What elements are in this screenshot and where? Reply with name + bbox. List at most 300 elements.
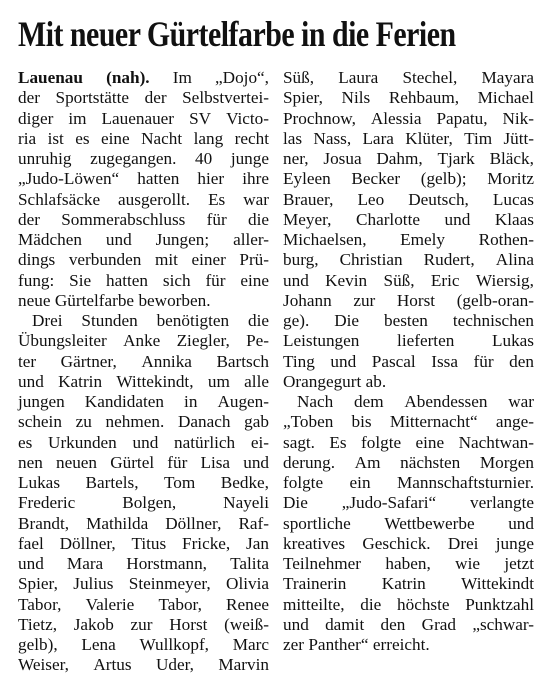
text-line (283, 635, 534, 655)
text-line (18, 271, 269, 291)
text-line (18, 190, 269, 210)
text-line (283, 554, 534, 574)
text-line (18, 149, 269, 169)
word: Christian (339, 250, 403, 270)
word: (gelb-oran- (456, 290, 534, 310)
word: Geschick. (362, 533, 431, 553)
word: erreicht. (372, 635, 430, 654)
word: der (18, 209, 40, 229)
text-line (18, 331, 269, 351)
word: Punktzahl (465, 594, 534, 614)
text-line (18, 311, 269, 331)
word: und (283, 270, 309, 290)
word: nen (18, 452, 43, 472)
word: Stunden (81, 311, 138, 330)
word: die (247, 209, 269, 229)
text-line (18, 291, 269, 311)
word: Nachtwan- (458, 432, 534, 452)
word: Mathilda (86, 513, 149, 533)
text-line (283, 514, 534, 534)
text-line (283, 169, 534, 189)
word: Brauer, (283, 189, 334, 209)
text-line (18, 169, 269, 189)
word: Bedke, (220, 473, 269, 492)
dateline-word: Lauenau (18, 68, 83, 87)
word: sich (162, 270, 191, 290)
word: Josua (323, 149, 362, 168)
word: Weiser, (18, 655, 69, 675)
word: und (330, 351, 357, 371)
word: den (380, 614, 406, 634)
word: Michael (477, 88, 534, 108)
word: Papatu, (436, 108, 488, 128)
word: zur (130, 614, 153, 634)
word: Lukas (491, 331, 534, 351)
word: für (205, 270, 226, 290)
column-left (18, 68, 269, 676)
word: für (206, 209, 227, 229)
text-line (18, 473, 269, 493)
word: Es (208, 189, 226, 209)
word: Süß, (383, 270, 415, 290)
word: Stechel, (402, 68, 458, 87)
word: ter (18, 351, 37, 371)
word: Teilnehmer (283, 554, 362, 573)
word: jetzt (504, 554, 534, 573)
word: sagt. (283, 432, 315, 452)
text-line (18, 514, 269, 534)
word: und (18, 554, 44, 573)
word: haben, (385, 554, 431, 573)
article-body (18, 68, 534, 676)
word: und (508, 513, 534, 533)
word: gelb), (18, 635, 58, 654)
word: Titus (131, 533, 167, 553)
word: Gürtel (110, 452, 155, 472)
text-line (283, 412, 534, 432)
word: Renee (226, 594, 269, 614)
word: Becker (351, 169, 401, 189)
word: ihre (242, 169, 269, 189)
word: Gärtner, (60, 351, 117, 371)
word: zugegangen. (90, 149, 177, 168)
word: und (283, 614, 309, 634)
word: ausgerollt. (118, 189, 191, 209)
word: junge (495, 533, 534, 553)
word: junge (230, 149, 269, 168)
text-line (18, 68, 269, 88)
word: Lara (362, 128, 394, 148)
word: Morgen (479, 452, 534, 472)
word: Lena (81, 635, 116, 654)
dateline-word: (nah). (106, 68, 150, 87)
word: neue (18, 290, 51, 310)
text-line (283, 129, 534, 149)
word: hatten (137, 169, 180, 189)
word: für (167, 452, 188, 472)
text-line (18, 574, 269, 594)
word: Olivia (226, 574, 269, 594)
word: Spier, (18, 574, 58, 594)
word: Nacht (141, 128, 183, 148)
word: Frederic (18, 493, 76, 513)
word: Pascal (371, 351, 416, 371)
text-line (283, 109, 534, 129)
word: Artus (93, 655, 132, 675)
text-line (283, 574, 534, 594)
word: recht (234, 128, 269, 148)
word: „Dojo“, (215, 68, 269, 87)
text-line (283, 230, 534, 250)
word: neuen (55, 452, 98, 472)
word: Es (329, 432, 347, 452)
word: „Toben (283, 412, 334, 432)
word: einer (191, 250, 226, 270)
word: Michaelsen, (283, 230, 367, 249)
word: eine (101, 128, 130, 148)
text-line (283, 392, 534, 412)
word: Sommerabschluss (61, 209, 186, 229)
word: Mara (66, 554, 104, 573)
word: Leistungen (283, 331, 360, 351)
word: Augen- (217, 392, 269, 411)
word: Charlotte (356, 209, 420, 229)
word: kreatives (283, 533, 346, 553)
word: in (184, 392, 198, 411)
word: Fricke, (182, 533, 231, 553)
word: es (18, 432, 33, 452)
word: Rehbaum, (388, 88, 459, 108)
word: lieferten (397, 331, 455, 351)
word: 40 (195, 149, 213, 168)
word: Ziegler, (176, 331, 230, 351)
word: unruhig (18, 149, 72, 168)
word: SV (189, 108, 212, 128)
word: Lauenauer (101, 108, 175, 128)
word: mitteilte, (283, 594, 345, 614)
word: Drei (32, 311, 63, 330)
text-line (18, 210, 269, 230)
word: Bartsch (216, 351, 269, 371)
word: zur (353, 290, 376, 310)
word: Wettbewerbe (384, 513, 475, 533)
text-line (18, 412, 269, 432)
word: Wullkopf, (139, 635, 209, 654)
text-line (283, 372, 534, 392)
text-line (18, 129, 269, 149)
word: (weiß- (224, 614, 269, 634)
text-line (283, 493, 534, 513)
word: Die (283, 493, 308, 513)
word: Drei (447, 533, 479, 553)
word: Johann (283, 290, 332, 310)
text-line (283, 149, 534, 169)
word: ange- (495, 412, 534, 432)
word: Eric (430, 270, 460, 290)
text-line (18, 88, 269, 108)
word: um (207, 371, 230, 391)
word: und (243, 452, 269, 472)
word: Jungen; (155, 230, 210, 249)
word: ist (47, 128, 64, 148)
word: verbunden (68, 250, 142, 270)
text-line (283, 473, 534, 493)
word: Leo (357, 189, 385, 209)
word: Schlafsäcke (18, 189, 101, 209)
word: ner, (283, 149, 309, 168)
word: Die (334, 311, 360, 330)
word: Brandt, (18, 513, 70, 533)
word: „Judo-Safari“ (341, 493, 437, 513)
word: alle (244, 371, 269, 391)
text-line (283, 68, 534, 88)
word: aller- (233, 230, 269, 249)
text-line (18, 453, 269, 473)
word: und (444, 209, 471, 229)
word: zer (283, 635, 304, 654)
text-line (283, 534, 534, 554)
word: Rothen- (478, 230, 534, 249)
word: folgte (283, 473, 324, 492)
word: Victo- (226, 108, 269, 128)
word: Bolgen, (122, 493, 177, 513)
word: Deutsch, (408, 189, 469, 209)
word: Jütt- (503, 128, 534, 148)
word: Tom (164, 473, 196, 492)
word: Sportstätte (55, 88, 130, 108)
word: Anke (123, 331, 161, 351)
word: zu (75, 412, 92, 432)
text-line (283, 311, 534, 331)
word: Wittekindt (461, 574, 534, 594)
word: Danach (177, 412, 231, 432)
word: die (360, 594, 382, 614)
word: Katrin (58, 371, 103, 391)
text-line (283, 88, 534, 108)
word: schein (18, 412, 62, 432)
word: Kevin (325, 270, 368, 290)
word: mit (154, 250, 178, 270)
word: hatten (106, 270, 148, 290)
word: Horst (396, 290, 436, 310)
word: damit (325, 614, 365, 634)
word: las (283, 128, 303, 148)
word: der (144, 88, 167, 108)
word: Ting (283, 351, 315, 371)
text-line (18, 352, 269, 372)
word: ein (349, 473, 371, 492)
word: Gürtelfarbe (54, 290, 135, 310)
word: Dahm, (376, 149, 423, 168)
word: nächsten (400, 452, 461, 472)
word: benötigten (156, 311, 230, 330)
word: Kandidaten (84, 392, 165, 411)
word: Steinmeyer, (128, 574, 211, 594)
word: höchste (397, 594, 450, 614)
word: besten (383, 311, 428, 330)
word: ge). (283, 311, 310, 330)
word: technischen (452, 311, 534, 330)
word: Emely (400, 230, 446, 249)
word: Klaas (494, 209, 534, 229)
text-line (18, 433, 269, 453)
text-line (283, 210, 534, 230)
word: nehmen. (105, 412, 165, 432)
word: Katrin (381, 574, 426, 594)
word: folgte (361, 432, 402, 452)
text-line (18, 230, 269, 250)
word: Tjark (437, 149, 475, 168)
word: ei- (250, 432, 269, 452)
text-line (283, 433, 534, 453)
word: Prü- (239, 250, 269, 270)
word: Übungsleiter (18, 331, 107, 351)
word: ria (18, 128, 37, 148)
word: und (132, 432, 159, 452)
word: Orangegurt (283, 371, 362, 391)
word: lang (193, 128, 224, 148)
text-line (18, 109, 269, 129)
word: Döllner, (165, 513, 222, 533)
word: Klüter, (405, 128, 453, 148)
word: diger (18, 108, 54, 128)
word: für (473, 351, 494, 371)
word: Jakob (73, 614, 114, 634)
word: hier (197, 169, 225, 189)
word: Selbstvertei- (182, 88, 269, 108)
text-line (18, 595, 269, 615)
word: Annika (141, 351, 192, 371)
word: Nass, (313, 128, 352, 148)
word: fung: (18, 270, 55, 290)
word: wie (455, 554, 480, 573)
word: Grad (421, 614, 457, 634)
word: Tabor, (158, 594, 202, 614)
text-line (283, 250, 534, 270)
word: beworben. (138, 290, 211, 310)
word: Panther“ (308, 635, 369, 654)
word: dem (354, 392, 384, 411)
word: und (105, 230, 132, 249)
word: Marvin (218, 655, 269, 675)
word: Eyleen (283, 169, 331, 189)
word: Urkunden (48, 432, 117, 452)
word: Tim (464, 128, 493, 148)
word: Meyer, (283, 209, 332, 229)
column-right (283, 68, 534, 676)
word: Lisa (200, 452, 231, 472)
word: „schwar- (472, 614, 534, 634)
word: Valerie (85, 594, 135, 614)
word: Mayara (481, 68, 534, 87)
word: eine (415, 432, 445, 452)
text-line (283, 352, 534, 372)
word: Sie (69, 270, 92, 290)
word: Wiersig, (475, 270, 534, 290)
word: jungen (18, 392, 65, 411)
word: burg, (283, 250, 319, 270)
text-line (283, 331, 534, 351)
word: Julius (73, 574, 114, 594)
word: Lukas (18, 473, 61, 492)
word: Rudert, (423, 250, 475, 270)
word: eine (240, 270, 269, 290)
word: Laura (338, 68, 379, 87)
word: Abendessen (404, 392, 488, 411)
word: Raf- (238, 513, 269, 533)
text-line (18, 250, 269, 270)
word: Süß, (283, 68, 315, 87)
word: Wittekindt, (116, 371, 194, 391)
word: den (509, 351, 534, 371)
word: Mannschaftsturnier. (397, 473, 534, 492)
word: es (75, 128, 90, 148)
word: fael (18, 533, 44, 553)
word: und (18, 371, 44, 391)
word: sportliche (283, 513, 351, 533)
word: Nayeli (223, 493, 269, 513)
word: Tietz, (18, 614, 57, 634)
word: natürlich (174, 432, 236, 452)
text-line (18, 655, 269, 675)
word: Marc (232, 635, 269, 654)
word: Im (172, 68, 192, 87)
word: Lucas (492, 189, 534, 209)
word: Spier, (283, 88, 323, 108)
word: Nik- (502, 108, 534, 128)
word: Talita (230, 554, 269, 573)
word: Mädchen (18, 230, 82, 249)
word: Nach (297, 392, 334, 411)
word: Moritz (487, 169, 534, 189)
word: Döllner, (59, 533, 116, 553)
word: gab (244, 412, 269, 432)
word: Tabor, (18, 594, 62, 614)
text-line (283, 615, 534, 635)
text-line (18, 554, 269, 574)
word: bis (351, 412, 372, 432)
text-line (18, 392, 269, 412)
word: Jan (246, 533, 269, 553)
headline: Mit neuer Gürtelfarbe in die Ferien (18, 14, 456, 54)
word: Alina (495, 250, 534, 270)
word: Horstmann, (126, 554, 207, 573)
word: Uder, (155, 655, 194, 675)
word: Pe- (246, 331, 269, 351)
text-line (283, 453, 534, 473)
word: Am (354, 452, 381, 472)
word: die (247, 311, 269, 330)
word: Issa (431, 351, 458, 371)
word: Bartels, (85, 473, 139, 492)
text-line (283, 595, 534, 615)
text-line (283, 291, 534, 311)
word: Alessia (370, 108, 422, 128)
text-line (18, 493, 269, 513)
word: im (68, 108, 87, 128)
word: der (18, 88, 40, 108)
word: war (508, 392, 534, 411)
text-line (18, 372, 269, 392)
word: Prochnow, (283, 108, 356, 128)
word: dings (18, 250, 56, 270)
word: verlangte (470, 493, 534, 513)
word: Trainerin (283, 574, 347, 594)
word: Nils (341, 88, 371, 108)
word: ab. (365, 371, 387, 391)
word: „Judo-Löwen“ (18, 169, 120, 189)
text-line (18, 635, 269, 655)
